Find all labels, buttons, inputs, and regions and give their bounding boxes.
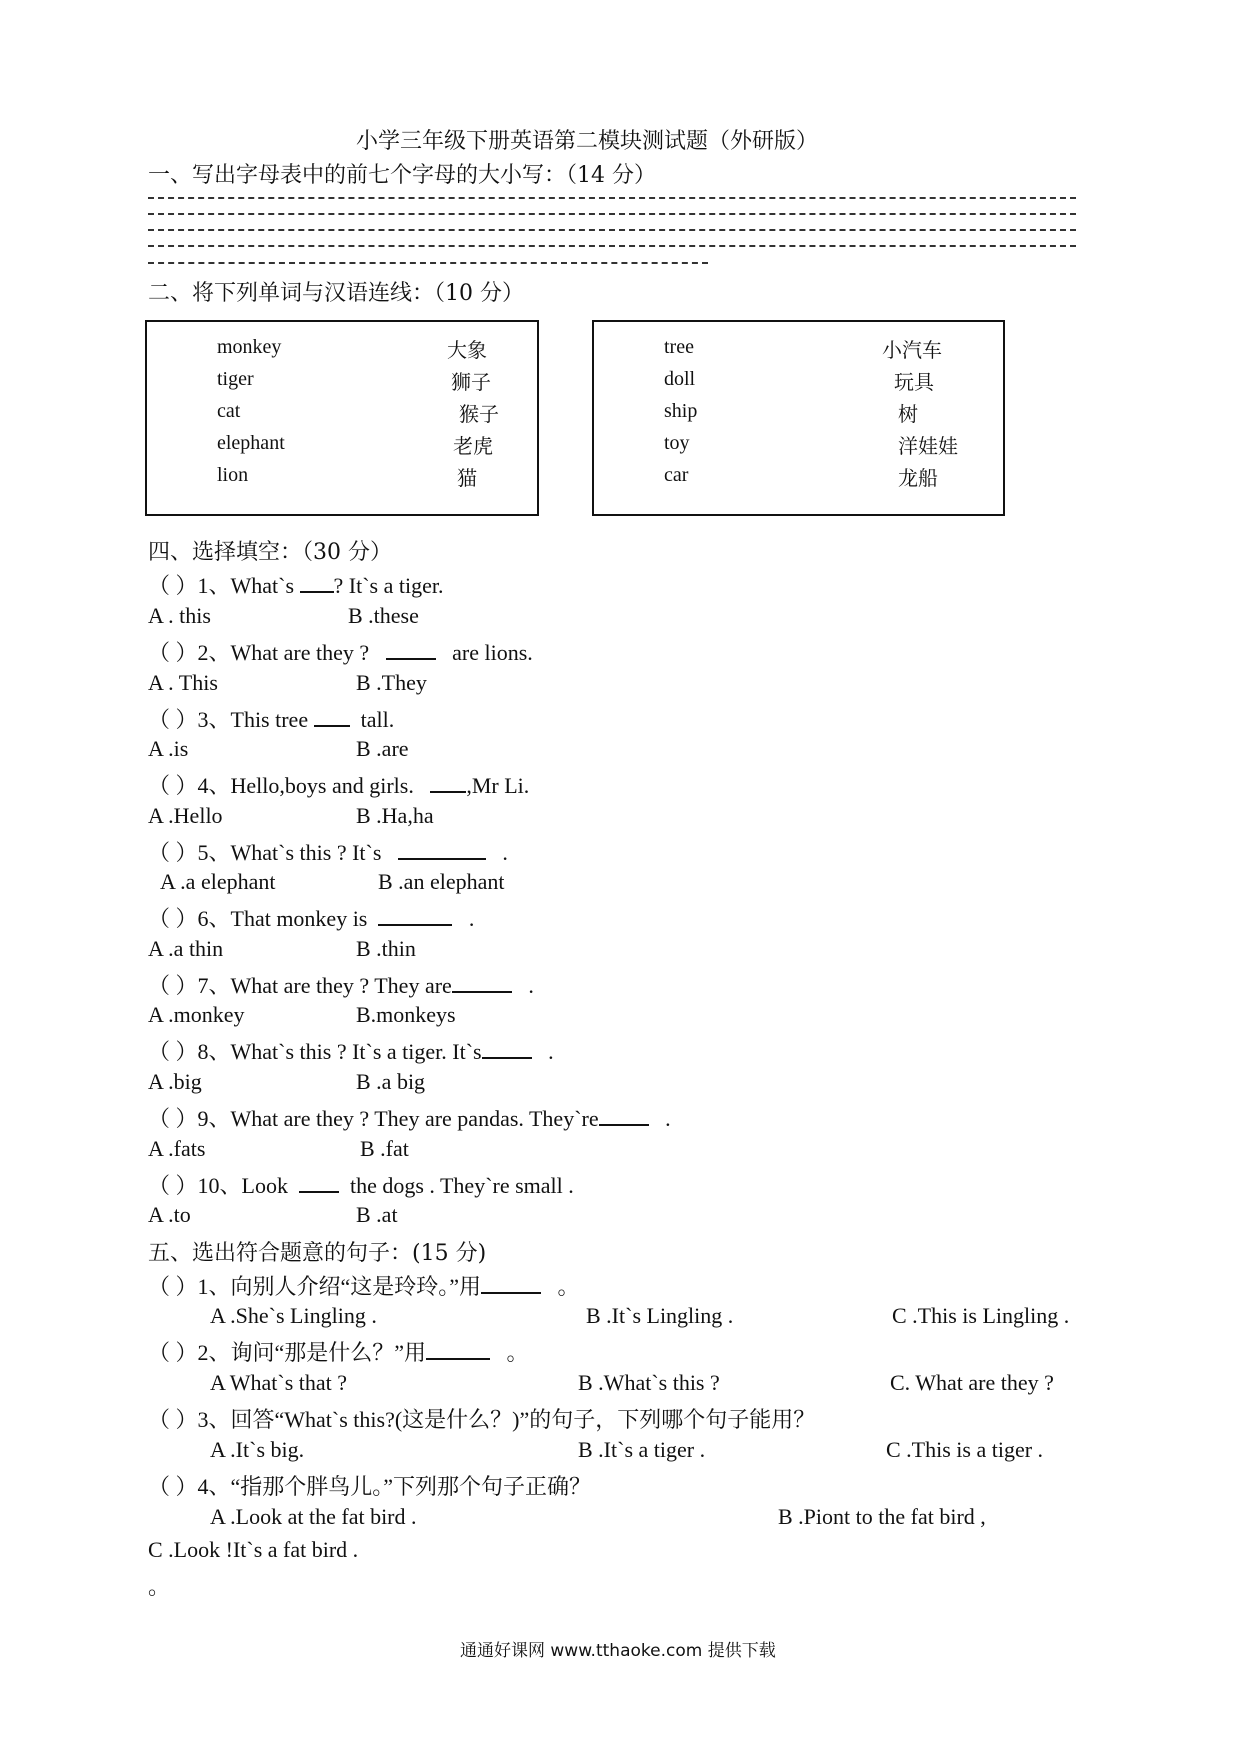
answer-blank[interactable] xyxy=(452,973,512,993)
writing-line-3 xyxy=(148,229,1076,231)
option-c[interactable]: C .This is Lingling . xyxy=(892,1303,1070,1328)
option-a[interactable]: A .to xyxy=(148,1202,191,1227)
word-zh: 树 xyxy=(898,404,918,426)
option-c[interactable]: C .Look !It`s a fat bird . xyxy=(148,1537,359,1562)
option-c[interactable]: C. What are they ? xyxy=(890,1370,1054,1395)
word-en: car xyxy=(664,464,689,486)
option-b[interactable]: B .What`s this ? xyxy=(578,1370,720,1395)
word-zh: 龙船 xyxy=(898,468,938,490)
matching-box-right xyxy=(592,320,1005,516)
word-zh: 小汽车 xyxy=(882,340,942,362)
option-a[interactable]: A .She`s Lingling . xyxy=(210,1303,377,1328)
section-2-heading: 二、将下列单词与汉语连线：（10 分） xyxy=(148,281,524,306)
question: （ ）7、What are they ? They are . xyxy=(148,973,534,998)
option-b[interactable]: B .these xyxy=(348,603,419,628)
answer-blank[interactable] xyxy=(300,573,334,593)
option-a[interactable]: A .It`s big. xyxy=(210,1437,305,1462)
question: （ ）1、向别人介绍“这是玲玲。”用 。 xyxy=(148,1274,580,1299)
word-zh: 玩具 xyxy=(894,372,934,394)
option-a[interactable]: A . this xyxy=(148,603,211,628)
question: （ ）4、Hello,boys and girls. ,Mr Li. xyxy=(148,773,530,798)
word-zh: 猴子 xyxy=(459,404,499,426)
matching-box-left xyxy=(145,320,539,516)
question: （ ）4、“指那个胖鸟儿。”下列那个句子正确？ xyxy=(148,1474,592,1499)
section-5-heading: 五、选出符合题意的句子：(15 分) xyxy=(148,1241,487,1266)
writing-line-5 xyxy=(148,262,708,264)
option-a[interactable]: A .monkey xyxy=(148,1002,245,1027)
question: （ ）1、What`s ? It`s a tiger. xyxy=(148,573,444,598)
option-a[interactable]: A .Hello xyxy=(148,803,223,828)
word-en: tree xyxy=(664,336,694,358)
option-b[interactable]: B .Piont to the fat bird , xyxy=(778,1504,986,1529)
option-b[interactable]: B .are xyxy=(356,736,409,761)
trailing-mark: 。 xyxy=(148,1575,171,1600)
word-en: toy xyxy=(664,432,690,454)
question: （ ）9、What are they ? They are pandas. They`re . xyxy=(148,1106,671,1131)
page-title: 小学三年级下册英语第二模块测试题（外研版） xyxy=(356,129,819,154)
answer-blank[interactable] xyxy=(481,1274,541,1294)
writing-line-1 xyxy=(148,197,1076,199)
option-c[interactable]: C .This is a tiger . xyxy=(886,1437,1044,1462)
option-b[interactable]: B .at xyxy=(356,1202,398,1227)
answer-blank[interactable] xyxy=(482,1039,532,1059)
answer-blank[interactable] xyxy=(398,840,486,860)
option-a[interactable]: A .is xyxy=(148,736,189,761)
option-a[interactable]: A . This xyxy=(148,670,218,695)
question: （ ）8、What`s this ? It`s a tiger. It`s . xyxy=(148,1039,554,1064)
option-a[interactable]: A .fats xyxy=(148,1136,206,1161)
question: （ ）2、询问“那是什么？”用 。 xyxy=(148,1340,529,1365)
option-b[interactable]: B .It`s a tiger . xyxy=(578,1437,706,1462)
word-en: elephant xyxy=(217,432,285,454)
section-4-heading: 四、选择填空：（30 分） xyxy=(148,540,392,565)
option-a[interactable]: A .a elephant xyxy=(160,869,276,894)
option-b[interactable]: B .Ha,ha xyxy=(356,803,434,828)
word-zh: 大象 xyxy=(447,340,487,362)
word-en: ship xyxy=(664,400,698,422)
option-a[interactable]: A .a thin xyxy=(148,936,224,961)
option-a[interactable]: A .big xyxy=(148,1069,202,1094)
word-zh: 狮子 xyxy=(451,372,491,394)
option-b[interactable]: B .fat xyxy=(360,1136,409,1161)
word-en: doll xyxy=(664,368,696,390)
option-b[interactable]: B .It`s Lingling . xyxy=(586,1303,734,1328)
question: （ ）6、That monkey is . xyxy=(148,906,475,931)
option-b[interactable]: B .thin xyxy=(356,936,416,961)
option-b[interactable]: B .a big xyxy=(356,1069,426,1094)
answer-blank[interactable] xyxy=(314,707,350,727)
question: （ ）5、What`s this ? It`s . xyxy=(148,840,508,865)
question: （ ）2、What are they ? are lions. xyxy=(148,640,533,665)
option-a[interactable]: A .Look at the fat bird . xyxy=(210,1504,417,1529)
word-zh: 老虎 xyxy=(453,436,493,458)
question: （ ）3、回答“What`s this?(这是什么？)”的句子，下列哪个句子能用？ xyxy=(148,1407,816,1432)
word-en: tiger xyxy=(217,368,254,390)
answer-blank[interactable] xyxy=(430,773,466,793)
answer-blank[interactable] xyxy=(378,906,452,926)
question: （ ）10、Look the dogs . They`re small . xyxy=(148,1173,574,1198)
writing-line-2 xyxy=(148,213,1076,215)
word-en: monkey xyxy=(217,336,282,358)
option-b[interactable]: B .an elephant xyxy=(378,869,505,894)
word-zh: 洋娃娃 xyxy=(898,436,958,458)
option-b[interactable]: B .They xyxy=(356,670,427,695)
section-1-heading: 一、写出字母表中的前七个字母的大小写：（14 分） xyxy=(148,163,656,188)
footer-text: 通通好课网 www.tthaoke.com 提供下载 xyxy=(460,1641,776,1661)
writing-line-4 xyxy=(148,245,1076,247)
question: （ ）3、This tree tall. xyxy=(148,707,395,732)
word-en: cat xyxy=(217,400,241,422)
answer-blank[interactable] xyxy=(426,1340,490,1360)
word-zh: 猫 xyxy=(457,468,477,490)
answer-blank[interactable] xyxy=(599,1106,649,1126)
answer-blank[interactable] xyxy=(386,640,436,660)
word-en: lion xyxy=(217,464,249,486)
option-b[interactable]: B.monkeys xyxy=(356,1002,456,1027)
answer-blank[interactable] xyxy=(299,1173,339,1193)
option-a[interactable]: A What`s that ? xyxy=(210,1370,348,1395)
